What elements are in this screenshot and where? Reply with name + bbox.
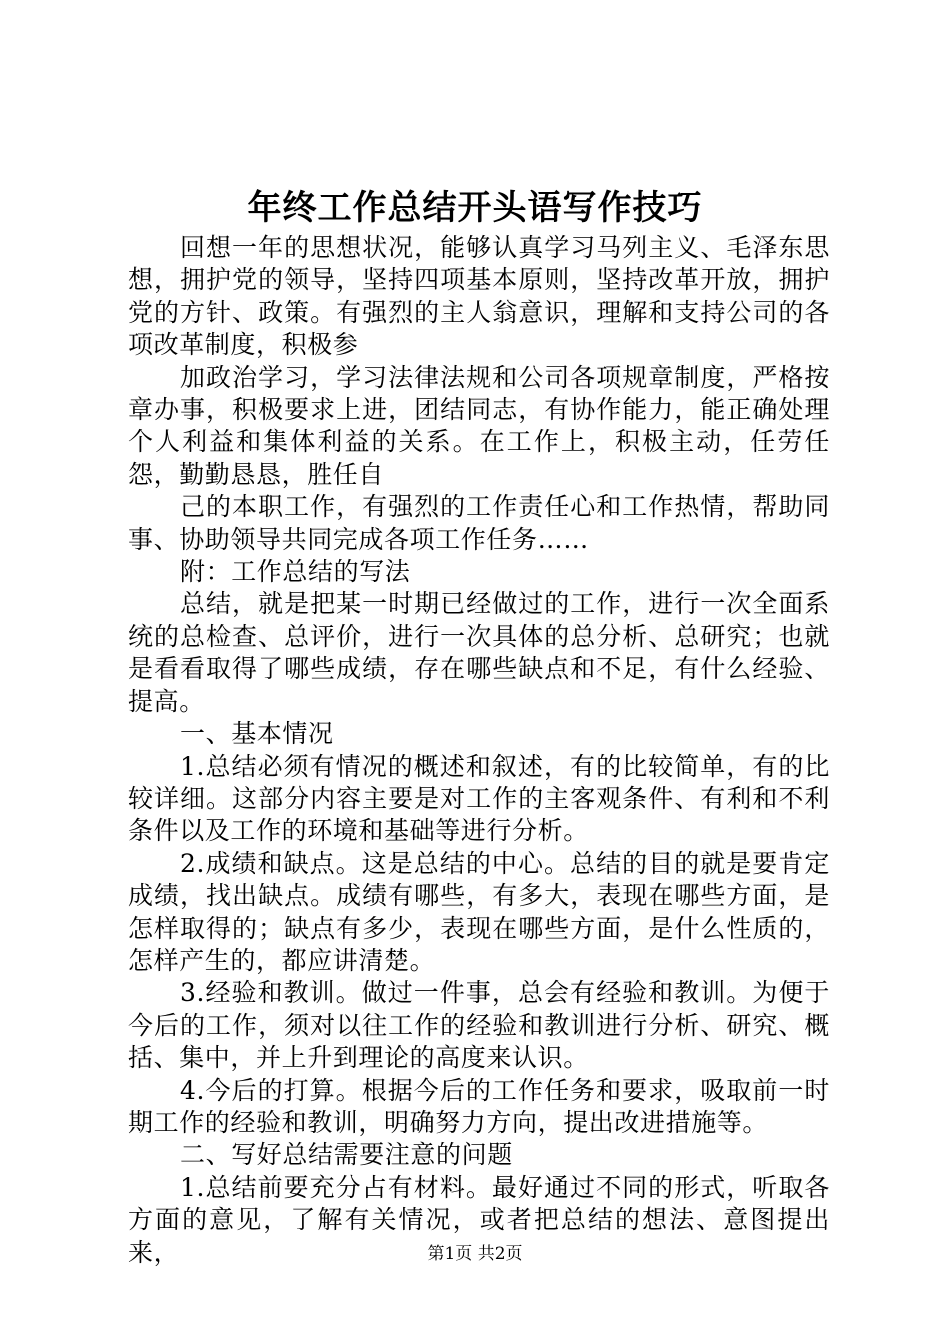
paragraph: 己的本职工作，有强烈的工作责任心和工作热情，帮助同事、协助领导共同完成各项工作任务…… bbox=[128, 492, 830, 554]
section-heading: 附：工作总结的写法 bbox=[180, 557, 411, 587]
section-heading: 一、基本情况 bbox=[180, 719, 334, 749]
paragraph: 1.总结前要充分占有材料。最好通过不同的形式，听取各方面的意见，了解有关情况，或者把总结的想法、意图提出来， bbox=[128, 1172, 830, 1267]
document-body bbox=[128, 232, 830, 1269]
paragraph: 2.成绩和缺点。这是总结的中心。总结的目的就是要肯定成绩，找出缺点。成绩有哪些，有多大，表现在哪些方面，是怎样取得的；缺点有多少，表现在哪些方面，是什么性质的，怎样产生的，都应讲清楚。 bbox=[128, 848, 830, 975]
paragraph: 加政治学习，学习法律法规和公司各项规章制度，严格按章办事，积极要求上进，团结同志，有协作能力，能正确处理个人利益和集体利益的关系。在工作上，积极主动，任劳任怨，勤勤恳恳，胜任自 bbox=[128, 362, 830, 489]
paragraph: 4.今后的打算。根据今后的工作任务和要求，吸取前一时期工作的经验和教训，明确努力方向，提出改进措施等。 bbox=[128, 1075, 830, 1137]
document-title: 年终工作总结开头语写作技巧 bbox=[247, 188, 703, 228]
page-number-footer: 第1页 共2页 bbox=[427, 1244, 523, 1264]
section-heading: 二、写好总结需要注意的问题 bbox=[180, 1140, 513, 1170]
paragraph: 1.总结必须有情况的概述和叙述，有的比较简单，有的比较详细。这部分内容主要是对工作的主客观条件、有利和不利条件以及工作的环境和基础等进行分析。 bbox=[128, 751, 830, 846]
paragraph: 3.经验和教训。做过一件事，总会有经验和教训。为便于今后的工作，须对以往工作的经验和教训进行分析、研究、概括、集中，并上升到理论的高度来认识。 bbox=[128, 978, 830, 1073]
paragraph: 总结，就是把某一时期已经做过的工作，进行一次全面系统的总检查、总评价，进行一次具体的总分析、总研究；也就是看看取得了哪些成绩，存在哪些缺点和不足，有什么经验、提高。 bbox=[128, 589, 830, 716]
paragraph: 回想一年的思想状况，能够认真学习马列主义、毛泽东思想，拥护党的领导，坚持四项基本原则，坚持改革开放，拥护党的方针、政策。有强烈的主人翁意识，理解和支持公司的各项改革制度，积极参 bbox=[128, 233, 830, 360]
